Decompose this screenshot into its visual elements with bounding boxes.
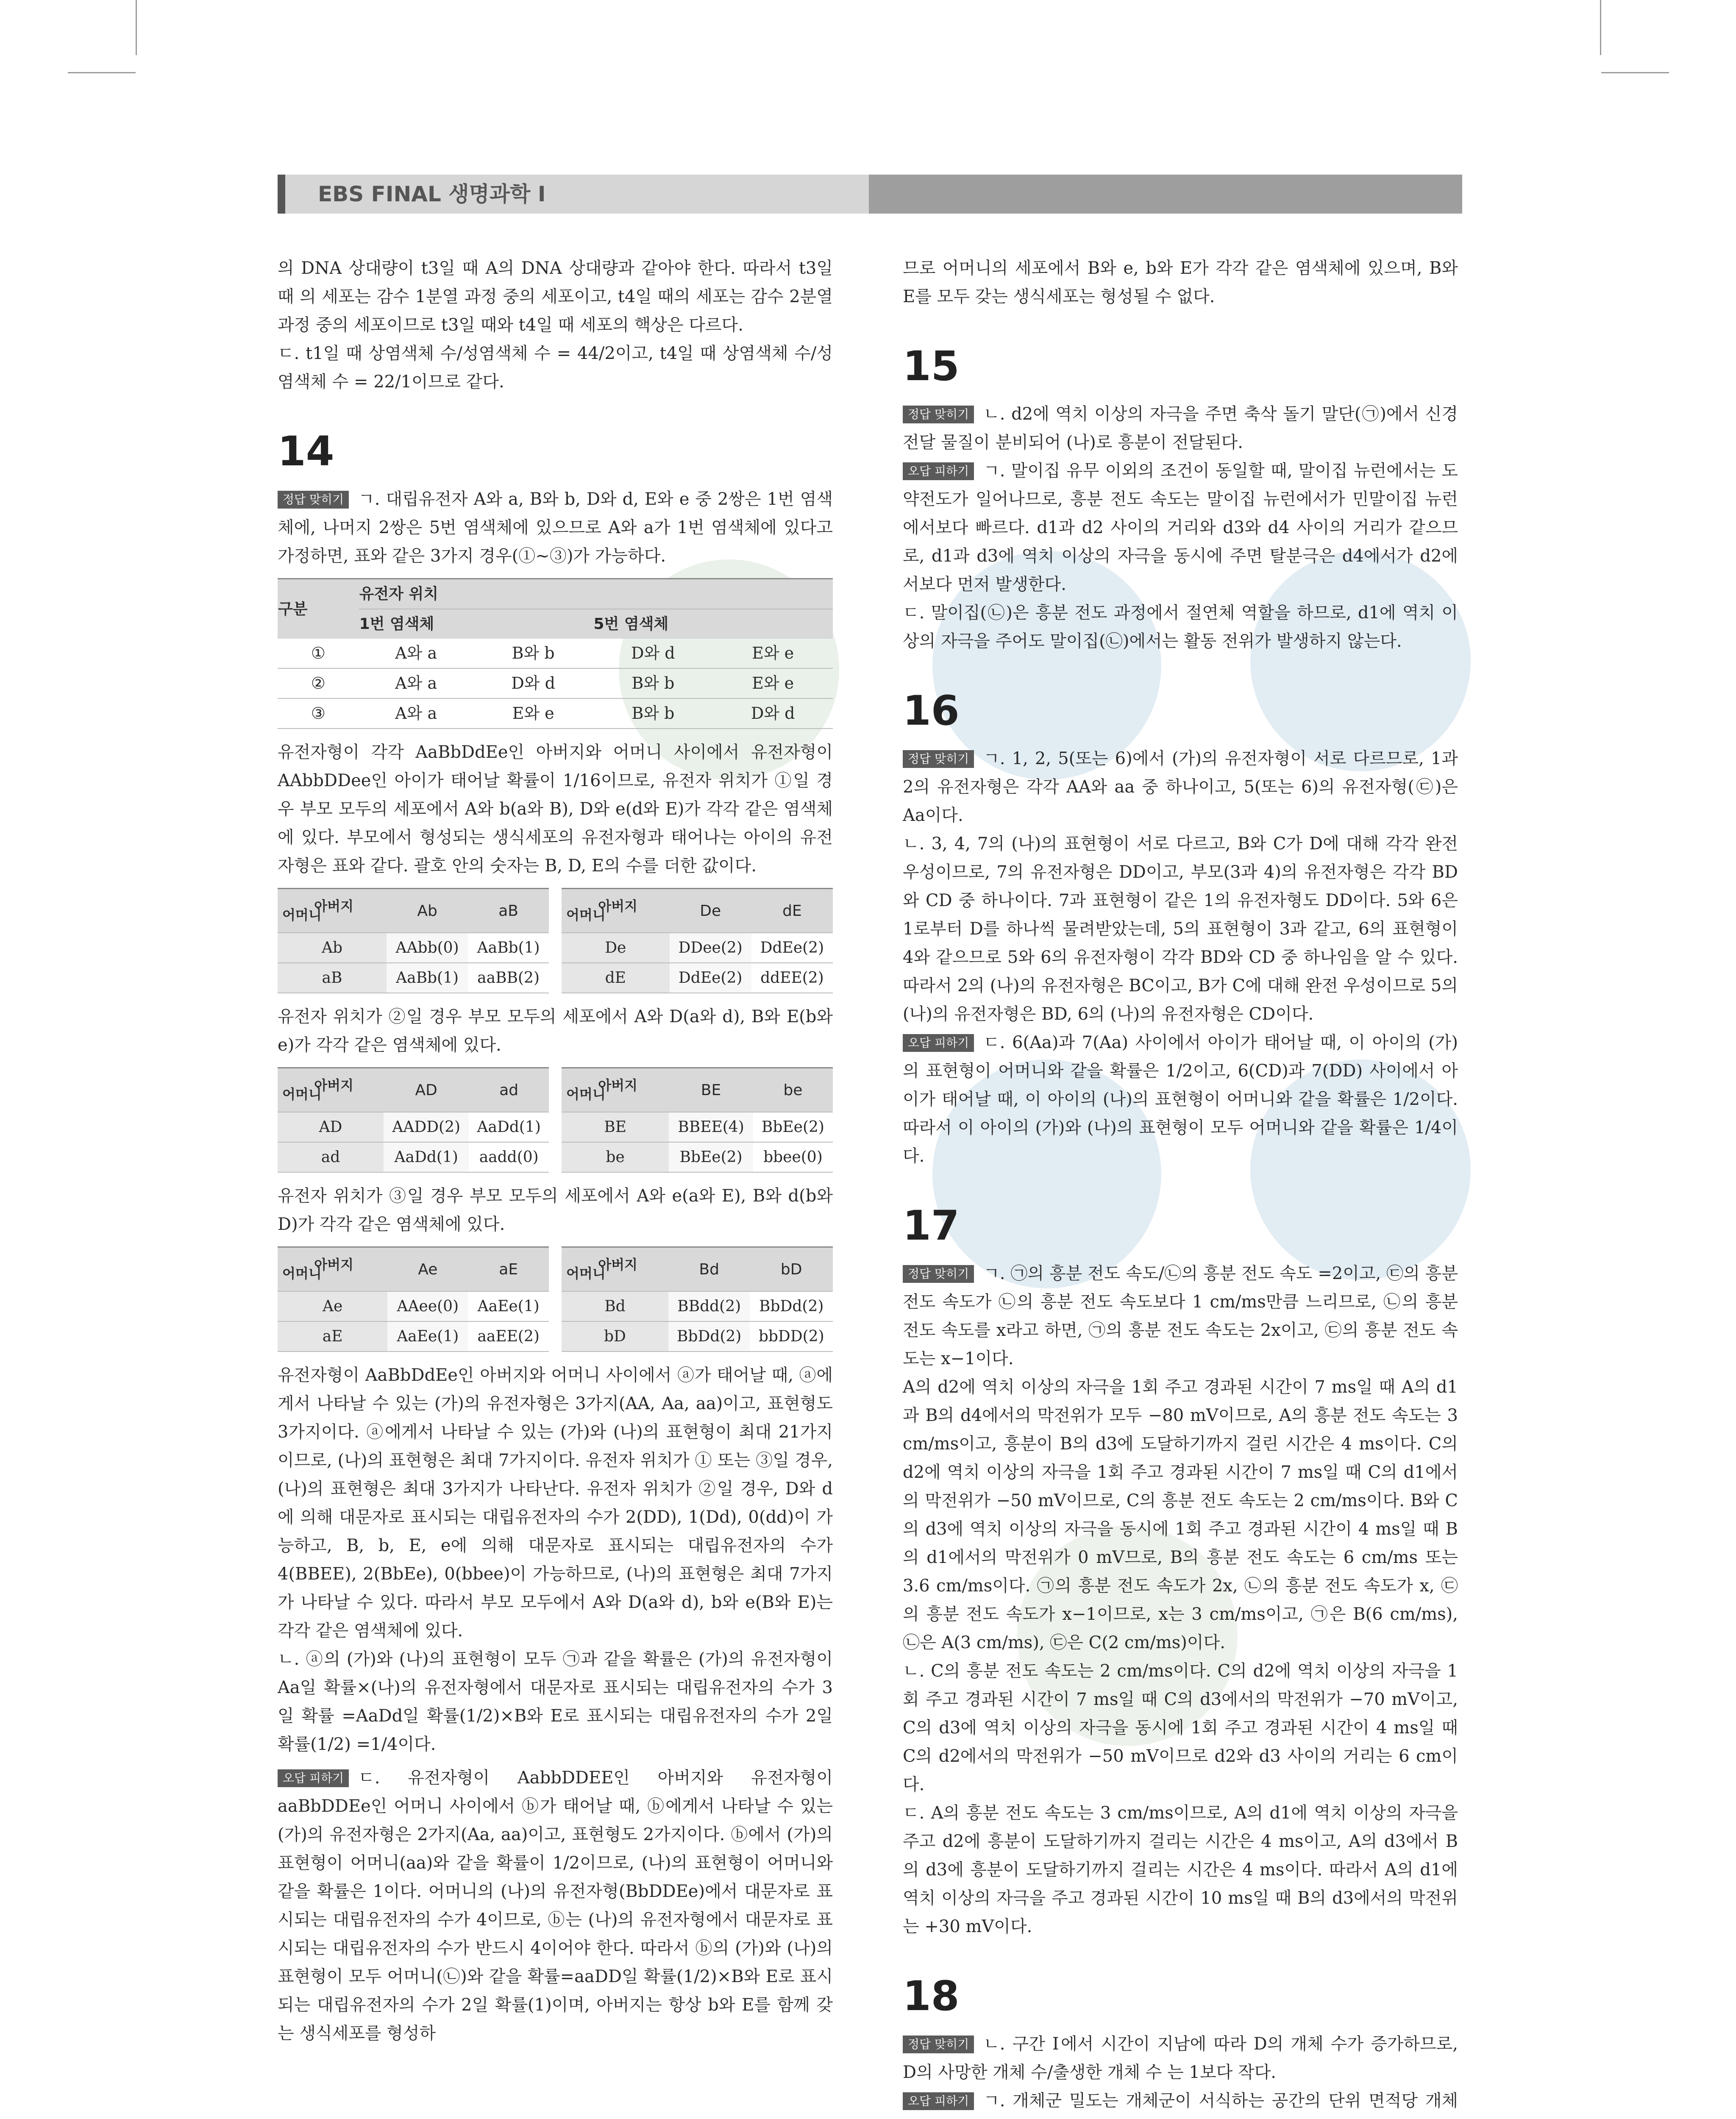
genotype-table (562, 1067, 833, 1173)
avoid-tag: 오답 피하기 (903, 1034, 974, 1052)
table-cell: aB (278, 963, 387, 993)
avoid-tag: 오답 피하기 (278, 1769, 349, 1787)
table-header: be (753, 1068, 833, 1112)
paragraph-text: ㄱ. 1, 2, 5(또는 6)에서 (가)의 유전자형이 서로 다르므로, 1과 2의 유전자형은 각각 AA와 aa 중 하나이고, 5(또는 6)의 유전자형(㉢)은 Aa이다. (903, 749, 1458, 825)
left-column (278, 254, 833, 2048)
table-cell: AADD(2) (384, 1112, 469, 1142)
table-cell: D와 d (713, 698, 833, 729)
table-header: 5번 염색체 (593, 609, 833, 639)
paragraph (278, 1764, 833, 2048)
table-corner: 아버지 어머니 (278, 889, 387, 933)
paragraph: ㄴ. ⓐ의 (가)와 (나)의 표현형이 모두 ㉠과 같을 확률은 (가)의 유전자형이 Aa일 확률×(나)의 유전자형에서 대문자로 표시되는 대립유전자의 수가 3일 확률 =AaDd일 확률(1/2)×B와 E로 표시되는 대립유전자의 수가 2일 확률(1/2) =1/4이다. (278, 1649, 833, 1754)
table-cell: Ae (278, 1291, 387, 1321)
table-cell: B와 b (593, 698, 713, 729)
correct-tag: 정답 맞히기 (903, 1265, 974, 1283)
table-row (278, 668, 833, 698)
table-cell: DdEe(2) (670, 963, 751, 993)
paragraph: ㄷ. A의 흥분 전도 속도는 3 cm/ms이므로, A의 d1에 역치 이상의 자극을 주고 d2에 흥분이 도달하기까지 걸리는 시간은 4 ms이고, A의 d3에서 B의 d3에 흥분이 도달하기까지 걸리는 시간은 4 ms이다. 따라서 A의 d1에 역치 이상의 자극을 주고 경과된 시간이 10 ms일 때 B의 d3에서의 막전위는 +30 mV이다. (903, 1803, 1458, 1936)
table-cell: B와 b (473, 639, 593, 668)
question-number: 16 (903, 687, 960, 734)
table-cell: A와 a (359, 639, 473, 668)
table-cell: AaDd(1) (384, 1142, 469, 1172)
table-cell: ddEE(2) (751, 963, 833, 993)
paragraph (903, 1029, 1458, 1171)
table-cell: aaBB(2) (468, 963, 549, 993)
table-cell: AaEe(1) (468, 1291, 549, 1321)
genotype-table (278, 888, 549, 993)
avoid-tag: 오답 피하기 (903, 462, 974, 480)
table-cell: AD (278, 1112, 384, 1142)
table-cell: DdEe(2) (751, 933, 833, 963)
table-cell: E와 e (713, 668, 833, 698)
table-header: BE (669, 1068, 753, 1112)
table-cell: BbEe(2) (669, 1142, 753, 1172)
header-title: EBS FINAL 생명과학 Ⅰ (318, 182, 546, 206)
table-header: aB (468, 889, 549, 933)
genotype-table (278, 1067, 549, 1173)
paragraph: ㄴ. 3, 4, 7의 (나)의 표현형이 서로 다르고, B와 C가 D에 대해 각각 완전 우성이므로, 7의 유전자형은 DD이고, 부모(3과 4)의 유전자형은 각각 BD와 CD 중 하나이다. 7과 표현형이 같은 1의 유전자형도 DD이다. 5와 6은 1로부터 D를 하나씩 물려받았는데, 5의 표현형이 3과 같고, 6의 표현형이 4와 같으므로 5와 6의 유전자형이 각각 BD와 CD 중 하나임을 알 수 있다. 따라서 2의 (나)의 유전자형은 BC이고, B가 C에 대해 완전 우성이므로 5의 (나)의 유전자형은 BD, 6의 (나)의 유전자형은 CD이다. (903, 834, 1458, 1024)
table-header: 유전자 위치 (359, 579, 833, 609)
paragraph-text: ㄱ. 개체군 밀도는 개체군이 서식하는 공간의 단위 면적당 개체 (983, 2091, 1458, 2111)
right-column (903, 254, 1458, 2119)
paragraph (903, 1260, 1458, 1373)
correct-tag: 정답 맞히기 (903, 406, 974, 423)
table-cell: ② (278, 668, 359, 698)
table-corner: 아버지 어머니 (278, 1068, 384, 1112)
table-cell: BbDd(2) (668, 1321, 750, 1351)
table-row (278, 698, 833, 729)
paragraph: 므로 어머니의 세포에서 B와 e, b와 E가 각각 같은 염색체에 있으며, B와 E를 모두 갖는 생식세포는 형성될 수 없다. (903, 259, 1458, 306)
crop-mark (1601, 72, 1669, 73)
table-header: Ae (387, 1247, 468, 1292)
table-header: ad (469, 1068, 549, 1112)
table-cell: AaDd(1) (469, 1112, 549, 1142)
table-header: bD (750, 1247, 833, 1292)
correct-tag: 정답 맞히기 (278, 491, 349, 509)
table-header: Ab (387, 889, 468, 933)
paragraph-text: ㄷ. 유전자형이 AabbDDEE인 아버지와 유전자형이 aaBbDDEe인 어머니 사이에서 ⓑ가 태어날 때, ⓑ에게서 나타날 수 있는 (가)의 유전자형은 2가지(Aa, aa)이고, 표현형도 2가지이다. ⓑ에서 (가)의 표현형이 어머니(aa)와 같을 확률이 1/2이므로, (나)의 표현형이 어머니와 같을 확률은 1이다. 어머니의 (나)의 유전자형(BbDDEe)에서 대문자로 표시되는 대립유전자의 수가 4이므로, ⓑ는 (나)의 유전자형에서 대문자로 표시되는 대립유전자의 수가 반드시 4이어야 한다. 따라서 ⓑ의 (가)와 (나)의 표현형이 모두 어머니(㉡)와 같을 확률=aaDD일 확률(1/2)×B와 E로 표시되는 대립유전자의 수가 2일 확률(1)이며, 아버지는 항상 b와 E를 함께 갖는 생식세포를 형성하 (278, 1768, 833, 2043)
genotype-tables (278, 888, 833, 993)
table-cell: A와 a (359, 668, 473, 698)
genotype-table (278, 1246, 549, 1352)
table-cell: B와 b (593, 668, 713, 698)
question-number: 15 (903, 342, 960, 390)
table-cell: aE (278, 1321, 387, 1351)
paragraph-text: ㄱ. 말이집 유무 이외의 조건이 동일할 때, 말이집 뉴런에서는 도약전도가 일어나므로, 흥분 전도 속도는 말이집 뉴런에서가 민말이집 뉴런에서보다 빠르다. d1과 d2 사이의 거리와 d3와 d4 사이의 거리가 같으므로, d1과 d3에 역치 이상의 자극을 동시에 주면 탈분극은 d4에서가 d2에서보다 먼저 발생한다. (903, 461, 1458, 594)
paragraph: 유전자 위치가 ③일 경우 부모 모두의 세포에서 A와 e(a와 E), B와 d(b와 D)가 각각 같은 염색체에 있다. (278, 1186, 833, 1234)
table-cell: Ab (278, 933, 387, 963)
paragraph: ㄷ. t1일 때 상염색체 수/성염색체 수 = 44/2이고, t4일 때 상염색체 수/성염색체 수 = 22/1이므로 같다. (278, 344, 833, 392)
question-number: 17 (903, 1202, 960, 1249)
table-cell: AAee(0) (387, 1291, 468, 1321)
paragraph (903, 400, 1458, 457)
table-cell: D와 d (473, 668, 593, 698)
paragraph-text: ㄱ. 대립유전자 A와 a, B와 b, D와 d, E와 e 중 2쌍은 1번 염색체에, 나머지 2쌍은 5번 염색체에 있으므로 A와 a가 1번 염색체에 있다고 가정하면, 표와 같은 3가지 경우(①~③)가 가능하다. (278, 489, 833, 566)
table-cell: AaBb(1) (387, 963, 468, 993)
table-corner: 아버지 어머니 (562, 1068, 669, 1112)
table-cell: BBdd(2) (668, 1291, 750, 1321)
header-bar-accent (869, 175, 1462, 214)
table-cell: bD (562, 1321, 668, 1351)
table-cell: BbDd(2) (750, 1291, 833, 1321)
question-number: 18 (903, 1972, 960, 2020)
paragraph (903, 2030, 1458, 2087)
table-cell: bbee(0) (753, 1142, 833, 1172)
paragraph-text: ㄴ. 구간 Ⅰ에서 시간이 지남에 따라 D의 개체 수가 증가하므로, D의 사망한 개체 수/출생한 개체 수 는 1보다 작다. (903, 2034, 1458, 2082)
table-cell: A와 a (359, 698, 473, 729)
table-header: AD (384, 1068, 469, 1112)
paragraph: 의 DNA 상대량이 t3일 때 A의 DNA 상대량과 같아야 한다. 따라서 t3일 때 의 세포는 감수 1분열 과정 중의 세포이고, t4일 때의 세포는 감수 2분열 과정 중의 세포이므로 t3일 때와 t4일 때 세포의 핵상은 다르다. (278, 259, 833, 335)
table-cell: aadd(0) (469, 1142, 549, 1172)
table-cell: D와 d (593, 639, 713, 668)
table-cell: bbDD(2) (750, 1321, 833, 1351)
question-number: 14 (278, 428, 334, 475)
paragraph: ㄴ. C의 흥분 전도 속도는 2 cm/ms이다. C의 d2에 역치 이상의 자극을 1회 주고 경과된 시간이 7 ms일 때 C의 d3에서의 막전위가 −70 mV이고, C의 d3에 역치 이상의 자극을 동시에 1회 주고 경과된 시간이 4 ms일 때 C의 d2에서의 막전위가 −50 mV이므로 d2와 d3 사이의 거리는 6 cm이다. (903, 1661, 1458, 1794)
table-cell: dE (562, 963, 670, 993)
genotype-tables (278, 1067, 833, 1173)
table-header: 1번 염색체 (359, 609, 593, 639)
crop-mark (1600, 0, 1601, 55)
table-cell: BBEE(4) (669, 1112, 753, 1142)
correct-tag: 정답 맞히기 (903, 2036, 974, 2053)
table-cell: BE (562, 1112, 669, 1142)
gene-location-table (278, 578, 833, 729)
paragraph-text: ㄴ. d2에 역치 이상의 자극을 주면 축삭 돌기 말단(㉠)에서 신경 전달 물질이 분비되어 (나)로 흥분이 전달된다. (903, 404, 1458, 452)
paragraph: ㄷ. 말이집(㉡)은 흥분 전도 과정에서 절연체 역할을 하므로, d1에 역치 이상의 자극을 주어도 말이집(㉡)에서는 활동 전위가 발생하지 않는다. (903, 603, 1458, 651)
table-cell: aaEE(2) (468, 1321, 549, 1351)
header-marker (278, 175, 285, 214)
table-header: 구분 (278, 579, 359, 639)
paragraph (278, 485, 833, 570)
avoid-tag: 오답 피하기 (903, 2092, 974, 2110)
genotype-tables (278, 1246, 833, 1352)
correct-tag: 정답 맞히기 (903, 750, 974, 768)
table-corner: 아버지 어머니 (562, 889, 670, 933)
paragraph: 유전자형이 각각 AaBbDdEe인 아버지와 어머니 사이에서 유전자형이 AAbbDDee인 아이가 태어날 확률이 1/16이므로, 유전자 위치가 ①일 경우 부모 모두의 세포에서 A와 b(a와 B), D와 e(d와 E)가 각각 같은 염색체에 있다. 부모에서 형성되는 생식세포의 유전자형과 태어나는 아이의 유전자형은 표와 같다. 괄호 안의 숫자는 B, D, E의 수를 더한 값이다. (278, 742, 833, 876)
crop-mark (68, 72, 136, 73)
table-corner: 아버지 어머니 (278, 1247, 387, 1292)
table-cell: be (562, 1142, 669, 1172)
table-cell: Bd (562, 1291, 668, 1321)
table-cell: AaEe(1) (387, 1321, 468, 1351)
table-header: dE (751, 889, 833, 933)
paragraph-text: ㄷ. 6(Aa)과 7(Aa) 사이에서 아이가 태어날 때, 이 아이의 (가)의 표현형이 어머니와 같을 확률은 1/2이고, 6(CD)과 7(DD) 사이에서 아이가 태어날 때, 이 아이의 (나)의 표현형이 어머니와 같을 확률은 1/2이다. 따라서 이 아이의 (가)와 (나)의 표현형이 모두 어머니와 같을 확률은 1/4이다. (903, 1033, 1458, 1166)
genotype-table (562, 1246, 833, 1352)
table-cell: BbEe(2) (753, 1112, 833, 1142)
table-cell: E와 e (713, 639, 833, 668)
table-cell: ① (278, 639, 359, 668)
paragraph: 유전자 위치가 ②일 경우 부모 모두의 세포에서 A와 D(a와 d), B와 E(b와 e)가 각각 같은 염색체에 있다. (278, 1007, 833, 1055)
table-cell: ad (278, 1142, 384, 1172)
table-corner: 아버지 어머니 (562, 1247, 668, 1292)
table-header: aE (468, 1247, 549, 1292)
table-cell: ③ (278, 698, 359, 729)
table-cell: AaBb(1) (468, 933, 549, 963)
paragraph: A의 d2에 역치 이상의 자극을 1회 주고 경과된 시간이 7 ms일 때 A의 d1과 B의 d4에서의 막전위가 모두 −80 mV이므로, A의 흥분 전도 속도는 3 cm/ms이고, 흥분이 B의 d3에 도달하기까지 걸린 시간은 4 ms이다. C의 d2에 역치 이상의 자극을 1회 주고 경과된 시간이 7 ms일 때 C의 d1에서의 막전위가 −50 mV이므로, C의 흥분 전도 속도는 2 cm/ms이다. B와 C의 d3에 역치 이상의 자극을 동시에 1회 주고 경과된 시간이 4 ms일 때 B의 d1에서의 막전위가 0 mV므로, B의 흥분 전도 속도는 6 cm/ms 또는 3.6 cm/ms이다. ㉠의 흥분 전도 속도가 2x, ㉡의 흥분 전도 속도가 x, ㉢의 흥분 전도 속도가 x−1이므로, x는 3 cm/ms이고, ㉠은 B(6 cm/ms), ㉡은 A(3 cm/ms), ㉢은 C(2 cm/ms)이다. (903, 1377, 1458, 1652)
table-header: Bd (668, 1247, 750, 1292)
crop-mark (136, 0, 137, 55)
table-cell: AAbb(0) (387, 933, 468, 963)
paragraph: 유전자형이 AaBbDdEe인 아버지와 어머니 사이에서 ⓐ가 태어날 때, ⓐ에게서 나타날 수 있는 (가)의 유전자형은 3가지(AA, Aa, aa)이고, 표현형도 3가지이다. ⓐ에게서 나타날 수 있는 (가)와 (나)의 표현형이 최대 21가지이므로, (나)의 표현형은 최대 7가지이다. 유전자 위치가 ① 또는 ③일 경우, (나)의 표현형은 최대 3가지가 나타난다. 유전자 위치가 ②일 경우, D와 d에 의해 대문자로 표시되는 대립유전자의 수가 2(DD), 1(Dd), 0(dd)이 가능하고, B, b, E, e에 의해 대문자로 표시되는 대립유전자의 수가 4(BBEE), 2(BbEe), 0(bbee)이 가능하므로, (나)의 표현형은 최대 7가지가 나타날 수 있다. 따라서 부모 모두에서 A와 D(a와 d), b와 e(B와 E)는 각각 같은 염색체에 있다. (278, 1365, 833, 1641)
table-cell: E와 e (473, 698, 593, 729)
paragraph (903, 745, 1458, 830)
table-cell: DDee(2) (670, 933, 751, 963)
table-header: De (670, 889, 751, 933)
paragraph-text: ㄱ. ㉠의 흥분 전도 속도/㉡의 흥분 전도 속도 =2이고, ㉢의 흥분 전도 속도가 ㉡의 흥분 전도 속도보다 1 cm/ms만큼 느리므로, ㉡의 흥분 전도 속도를 x라고 하면, ㉠의 흥분 전도 속도는 2x이고, ㉢의 흥분 전도 속도는 x−1이다. (903, 1264, 1458, 1368)
paragraph (903, 2087, 1458, 2119)
table-row (278, 639, 833, 668)
paragraph (903, 457, 1458, 599)
table-cell: De (562, 933, 670, 963)
genotype-table (562, 888, 833, 993)
